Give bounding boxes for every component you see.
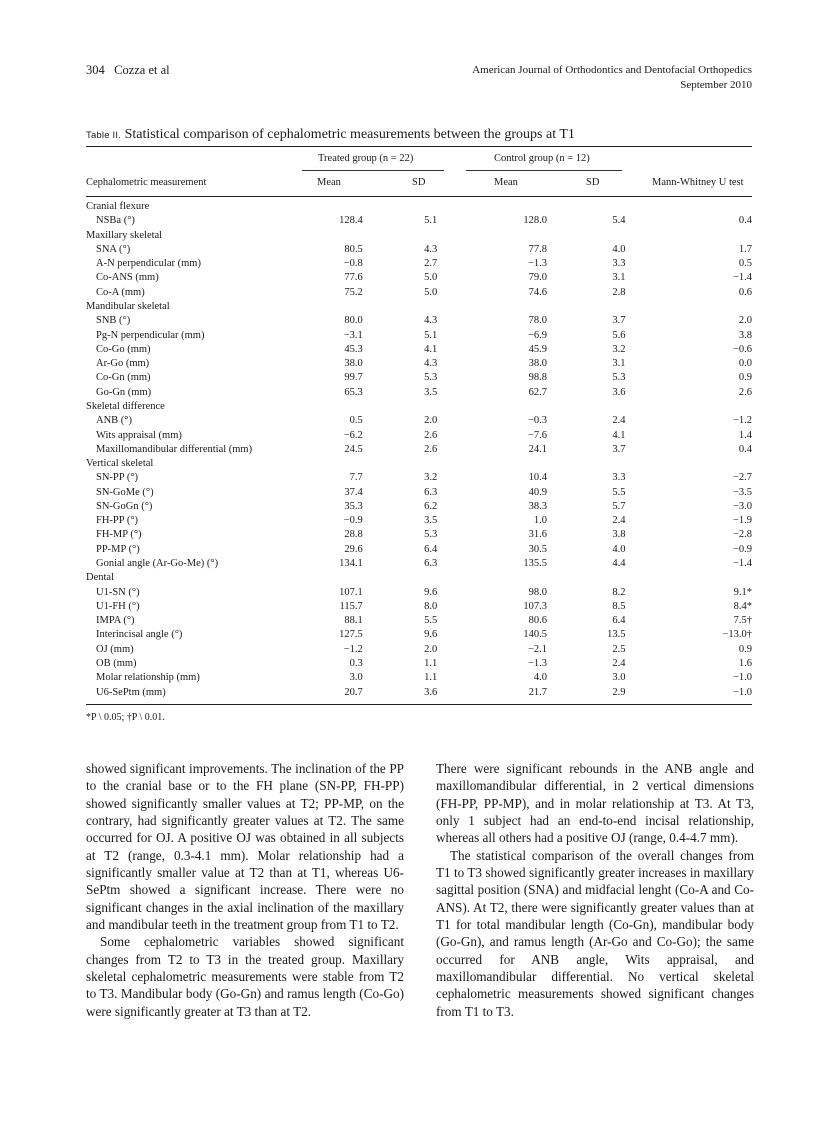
control-mean-cell: 1.0 [533, 515, 547, 527]
treated-sd-cell: 4.1 [424, 343, 438, 355]
table-row [86, 443, 752, 457]
measurement-label: A-N perpendicular (mm) [96, 258, 201, 270]
treated-sd-cell: 3.2 [424, 472, 438, 484]
mann-whitney-u-cell: 0.0 [738, 358, 752, 370]
treated-sd-cell: 5.3 [424, 529, 438, 541]
treated-mean-cell: 0.3 [349, 658, 363, 669]
treated-mean-cell: −3.1 [343, 329, 363, 341]
control-sd-cell: 13.5 [607, 629, 626, 641]
mann-whitney-u-cell: −2.8 [732, 529, 752, 541]
page-number: 304 [86, 63, 105, 77]
mann-whitney-u-cell: −1.0 [732, 672, 752, 684]
table-section-row [86, 571, 752, 585]
treated-group-header: Treated group (n = 22) [318, 153, 414, 164]
treated-sd-cell: 4.3 [424, 243, 438, 255]
table-row [86, 271, 752, 285]
col-header-treated-mean: Mean [317, 177, 341, 188]
treated-sd-cell: 5.5 [424, 615, 438, 627]
table-row [86, 314, 752, 328]
treated-sd-cell: 2.0 [424, 415, 438, 427]
empty-cell [547, 571, 625, 585]
treated-sd-cell: 2.0 [424, 643, 438, 655]
control-sd-cell: 4.0 [612, 243, 626, 255]
measurement-label: SN-GoGn (°) [96, 500, 153, 512]
treated-sd-cell: 4.3 [424, 315, 438, 327]
control-mean-cell: 79.0 [528, 272, 547, 284]
mann-whitney-u-cell: 8.4* [733, 600, 752, 612]
control-sd-cell: 3.3 [612, 258, 626, 270]
table-row [86, 528, 752, 542]
table-row [86, 671, 752, 685]
mann-whitney-u-cell: 0.6 [738, 286, 752, 298]
empty-cell [625, 457, 752, 471]
mann-whitney-u-cell: 9.1* [733, 586, 752, 598]
control-mean-cell: 107.3 [523, 600, 547, 612]
measurement-label: Co-Gn (mm) [96, 372, 151, 384]
treated-sd-cell: 1.1 [424, 658, 438, 669]
section-label: Vertical skeletal [86, 458, 154, 470]
treated-sd-cell: 4.3 [424, 358, 438, 370]
mann-whitney-u-cell: 0.4 [738, 443, 752, 455]
empty-cell [437, 200, 547, 214]
control-sd-cell: 2.8 [612, 286, 626, 298]
treated-mean-cell: 45.3 [344, 343, 363, 355]
measurement-label: Pg-N perpendicular (mm) [96, 329, 205, 341]
measurement-label: Wits appraisal (mm) [96, 429, 182, 441]
mann-whitney-u-cell: −0.9 [732, 543, 752, 555]
control-sd-cell: 2.4 [612, 415, 626, 427]
treated-mean-cell: 99.7 [344, 372, 363, 384]
col-header-control-mean: Mean [494, 177, 518, 188]
measurement-label: OB (mm) [96, 658, 137, 669]
mann-whitney-u-cell: 0.4 [738, 215, 752, 227]
measurement-label: Ar-Go (mm) [96, 358, 150, 370]
empty-cell [363, 200, 437, 214]
control-sd-cell: 6.4 [612, 615, 626, 627]
empty-cell [363, 457, 437, 471]
control-sd-cell: 2.4 [612, 515, 626, 527]
control-sd-cell: 2.4 [612, 658, 626, 669]
control-mean-cell: −6.9 [527, 329, 547, 341]
empty-cell [437, 400, 547, 414]
mann-whitney-u-cell: 3.8 [738, 329, 752, 341]
table-footnote: *P \ 0.05; †P \ 0.01. [86, 712, 165, 723]
treated-mean-cell: 107.1 [339, 586, 363, 598]
table-row [86, 429, 752, 443]
mann-whitney-u-cell: 1.6 [738, 658, 752, 669]
control-mean-cell: 24.1 [528, 443, 547, 455]
empty-cell [547, 229, 625, 243]
table-row [86, 471, 752, 485]
measurement-label: Co-ANS (mm) [96, 272, 159, 284]
empty-cell [363, 229, 437, 243]
mann-whitney-u-cell: −0.6 [732, 343, 752, 355]
table-row [86, 386, 752, 400]
empty-cell [363, 400, 437, 414]
treated-mean-cell: 20.7 [344, 686, 363, 698]
measurement-label: SNA (°) [96, 243, 131, 255]
empty-cell [625, 400, 752, 414]
measurement-label: PP-MP (°) [96, 543, 140, 555]
mann-whitney-u-cell: −1.2 [732, 415, 752, 427]
treated-mean-cell: 24.5 [344, 443, 363, 455]
treated-mean-cell: −0.9 [343, 515, 363, 527]
control-sd-cell: 4.4 [612, 558, 626, 570]
col-header-control-sd: SD [586, 177, 600, 188]
table-row [86, 628, 752, 642]
measurement-label: Gonial angle (Ar-Go-Me) (°) [96, 558, 219, 570]
control-mean-cell: 10.4 [528, 472, 547, 484]
empty-cell [310, 229, 363, 243]
treated-mean-cell: 28.8 [344, 529, 363, 541]
author-line: Cozza et al [114, 63, 170, 77]
mann-whitney-u-cell: 2.0 [738, 315, 752, 327]
treated-group-rule [302, 170, 444, 171]
journal-name: American Journal of Orthodontics and Dentofacial Orthopedics [472, 64, 752, 76]
table-row [86, 657, 752, 671]
mann-whitney-u-cell: 1.4 [738, 429, 752, 441]
treated-mean-cell: 38.0 [344, 358, 363, 370]
mann-whitney-u-cell: 0.9 [738, 643, 752, 655]
empty-cell [547, 457, 625, 471]
table-row [86, 643, 752, 657]
control-sd-cell: 5.7 [612, 500, 626, 512]
treated-sd-cell: 5.0 [424, 286, 438, 298]
treated-sd-cell: 2.6 [424, 443, 438, 455]
treated-mean-cell: 77.6 [344, 272, 363, 284]
treated-sd-cell: 1.1 [424, 672, 438, 684]
control-mean-cell: −7.6 [527, 429, 547, 441]
treated-mean-cell: 127.5 [339, 629, 363, 641]
measurement-label: SNB (°) [96, 315, 131, 327]
table-row [86, 614, 752, 628]
issue-date: September 2010 [680, 79, 752, 91]
body-column-right [436, 760, 754, 1020]
treated-sd-cell: 3.5 [424, 515, 438, 527]
control-sd-cell: 5.6 [612, 329, 626, 341]
control-group-header: Control group (n = 12) [494, 153, 590, 164]
treated-mean-cell: 37.4 [344, 486, 363, 498]
control-mean-cell: 31.6 [528, 529, 547, 541]
table-row [86, 414, 752, 428]
table-header-rule [86, 196, 752, 197]
empty-cell [310, 457, 363, 471]
table-row [86, 500, 752, 514]
mann-whitney-u-cell: −3.5 [732, 486, 752, 498]
section-label: Mandibular skeletal [86, 300, 170, 312]
table-row [86, 586, 752, 600]
section-label: Dental [86, 572, 114, 584]
empty-cell [625, 229, 752, 243]
control-mean-cell: −0.3 [527, 415, 547, 427]
treated-mean-cell: 80.0 [344, 315, 363, 327]
control-mean-cell: 4.0 [533, 672, 547, 684]
mann-whitney-u-cell: 0.9 [738, 372, 752, 384]
treated-mean-cell: 3.0 [349, 672, 363, 684]
measurement-label: Interincisal angle (°) [96, 629, 183, 641]
mann-whitney-u-cell: −1.9 [732, 515, 752, 527]
control-mean-cell: −1.3 [527, 658, 547, 669]
mann-whitney-u-cell: −13.0† [722, 629, 752, 641]
empty-cell [310, 300, 363, 314]
treated-mean-cell: 80.5 [344, 243, 363, 255]
treated-mean-cell: 7.7 [349, 472, 363, 484]
control-mean-cell: 74.6 [528, 286, 547, 298]
empty-cell [437, 457, 547, 471]
mann-whitney-u-cell: −1.4 [732, 558, 752, 570]
mann-whitney-u-cell: −2.7 [732, 472, 752, 484]
measurement-label: FH-MP (°) [96, 529, 142, 541]
control-mean-cell: 128.0 [523, 215, 547, 227]
control-mean-cell: 38.3 [528, 500, 547, 512]
measurement-label: U1-SN (°) [96, 586, 140, 598]
control-group-rule [466, 170, 622, 171]
control-sd-cell: 3.2 [612, 343, 626, 355]
measurement-label: NSBa (°) [96, 215, 135, 227]
table-row [86, 686, 752, 700]
empty-cell [310, 571, 363, 585]
treated-sd-cell: 8.0 [424, 600, 438, 612]
measurement-label: OJ (mm) [96, 643, 134, 655]
paragraph: The statistical comparison of the overall changes from T1 to T3 showed significantly greater increases in maxillary sagittal position (SNA) and midfacial lenght (Co-A and Co-ANS). At T2, there were significantly greater values than at T1 for total mandibular length (Co-Gn), mandibular body (Go-Gn), and ramus length (Ar-Go and Co-Go); the same occurred for ANB angle, Wits appraisal, and maxillomandibular differential. No vertical skeletal cephalometric measurements showed significant changes from T1 to T3. [436, 847, 754, 1019]
empty-cell [547, 300, 625, 314]
table-top-rule [86, 146, 752, 147]
table-row [86, 543, 752, 557]
control-sd-cell: 5.4 [612, 215, 626, 227]
table-section-row [86, 200, 752, 214]
control-mean-cell: 40.9 [528, 486, 547, 498]
measurement-label: U1-FH (°) [96, 600, 140, 612]
empty-cell [437, 229, 547, 243]
paragraph: showed significant improvements. The inclination of the PP to the cranial base or to the FH plane (SN-PP, FH-PP) showed significantly smaller values at T2; PP-MP, on the contrary, had significantly greater values at T2. The same occurred for OJ. A positive OJ was obtained in all subjects at T2 (range, 0.3-4.1 mm). Molar relationship had a significantly smaller value at T2 than at T1, whereas U6-SePtm showed a significant increase. There were no significant changes in the axial inclination of the maxillary and mandibular teeth in the treatment group from T1 to T2. [86, 761, 404, 933]
table-row [86, 514, 752, 528]
running-header-left [86, 63, 170, 78]
treated-sd-cell: 6.2 [424, 500, 438, 512]
treated-mean-cell: 134.1 [339, 558, 363, 570]
control-sd-cell: 4.1 [612, 429, 626, 441]
control-sd-cell: 8.2 [612, 586, 626, 598]
control-mean-cell: 30.5 [528, 543, 547, 555]
table-section-row [86, 457, 752, 471]
treated-mean-cell: −6.2 [343, 429, 363, 441]
mann-whitney-u-cell: 2.6 [738, 386, 752, 398]
measurement-label: Molar relationship (mm) [96, 672, 200, 684]
treated-sd-cell: 5.3 [424, 372, 438, 384]
table-row [86, 257, 752, 271]
table-row [86, 486, 752, 500]
empty-cell [625, 200, 752, 214]
mann-whitney-u-cell: −3.0 [732, 500, 752, 512]
control-sd-cell: 3.0 [612, 672, 626, 684]
section-label: Maxillary skeletal [86, 229, 163, 241]
control-sd-cell: 3.7 [612, 443, 626, 455]
treated-sd-cell: 6.4 [424, 543, 438, 555]
treated-sd-cell: 5.1 [424, 215, 438, 227]
treated-sd-cell: 3.5 [424, 386, 438, 398]
measurement-label: Maxillomandibular differential (mm) [96, 443, 253, 455]
empty-cell [363, 300, 437, 314]
control-mean-cell: −1.3 [527, 258, 547, 270]
treated-mean-cell: 115.7 [339, 600, 363, 612]
control-sd-cell: 5.5 [612, 486, 626, 498]
treated-mean-cell: 35.3 [344, 500, 363, 512]
treated-sd-cell: 2.7 [424, 258, 438, 270]
mann-whitney-u-cell: 7.5† [733, 615, 752, 627]
treated-mean-cell: 0.5 [349, 415, 363, 427]
mann-whitney-u-cell: 0.5 [738, 258, 752, 270]
empty-cell [625, 571, 752, 585]
table-row [86, 286, 752, 300]
table-caption: Statistical comparison of cephalometric measurements between the groups at T1 [124, 127, 575, 142]
mann-whitney-u-cell: 1.7 [738, 243, 752, 255]
control-mean-cell: 98.0 [528, 586, 547, 598]
control-sd-cell: 3.1 [612, 358, 626, 370]
control-sd-cell: 4.0 [612, 543, 626, 555]
treated-mean-cell: 29.6 [344, 543, 363, 555]
treated-mean-cell: 75.2 [344, 286, 363, 298]
measurement-label: Co-A (mm) [96, 286, 145, 298]
control-mean-cell: 62.7 [528, 386, 547, 398]
empty-cell [310, 200, 363, 214]
measurement-label: Go-Gn (mm) [96, 386, 152, 398]
measurement-label: ANB (°) [96, 415, 132, 427]
treated-sd-cell: 9.6 [424, 629, 438, 641]
measurement-label: IMPA (°) [96, 615, 135, 627]
table-section-row [86, 400, 752, 414]
empty-cell [310, 400, 363, 414]
treated-mean-cell: −1.2 [343, 643, 363, 655]
control-sd-cell: 2.5 [612, 643, 626, 655]
control-sd-cell: 3.8 [612, 529, 626, 541]
treated-sd-cell: 5.1 [424, 329, 438, 341]
treated-sd-cell: 6.3 [424, 486, 438, 498]
table-title [86, 127, 575, 143]
empty-cell [363, 571, 437, 585]
measurement-label: U6-SePtm (mm) [96, 686, 166, 698]
control-sd-cell: 5.3 [612, 372, 626, 384]
paragraph: There were significant rebounds in the ANB angle and maxillomandibular differential, in 2 vertical dimensions (FH-PP, PP-MP), and in molar relationship at T3. At T3, only 1 subject had an end-to-end incisal relationship, whereas all others had a positive OJ (range, 0.4-4.7 mm). [436, 761, 754, 846]
section-label: Cranial flexure [86, 201, 150, 212]
col-header-measurement: Cephalometric measurement [86, 177, 207, 188]
empty-cell [437, 300, 547, 314]
control-mean-cell: −2.1 [527, 643, 547, 655]
measurement-label: SN-PP (°) [96, 472, 139, 484]
control-sd-cell: 3.3 [612, 472, 626, 484]
empty-cell [437, 571, 547, 585]
measurement-label: Co-Go (mm) [96, 343, 151, 355]
treated-mean-cell: 88.1 [344, 615, 363, 627]
control-sd-cell: 8.5 [612, 600, 626, 612]
paragraph: Some cephalometric variables showed significant changes from T2 to T3 in the treated group. Maxillary skeletal cephalometric measurements were stable from T2 to T3. Mandibular body (Go-Gn) and ramus length (Co-Go) were significantly greater at T3 than at T2. [86, 934, 404, 1019]
measurement-label: FH-PP (°) [96, 515, 139, 527]
mann-whitney-u-cell: −1.0 [732, 686, 752, 698]
control-mean-cell: 135.5 [523, 558, 547, 570]
table-bottom-rule [86, 704, 752, 705]
control-sd-cell: 2.9 [612, 686, 626, 698]
empty-cell [625, 300, 752, 314]
table-row [86, 329, 752, 343]
control-mean-cell: 98.8 [528, 372, 547, 384]
table-section-row [86, 300, 752, 314]
table-label: Table II. [86, 130, 122, 141]
control-mean-cell: 140.5 [523, 629, 547, 641]
running-header-right [472, 63, 752, 93]
measurement-table [86, 200, 752, 700]
treated-mean-cell: −0.8 [343, 258, 363, 270]
mann-whitney-u-cell: −1.4 [732, 272, 752, 284]
control-sd-cell: 3.1 [612, 272, 626, 284]
table-row [86, 357, 752, 371]
control-mean-cell: 78.0 [528, 315, 547, 327]
treated-sd-cell: 6.3 [424, 558, 438, 570]
measurement-label: SN-GoMe (°) [96, 486, 154, 498]
table-row [86, 600, 752, 614]
table-row [86, 343, 752, 357]
body-column-left [86, 760, 404, 1020]
control-sd-cell: 3.7 [612, 315, 626, 327]
table-section-row [86, 229, 752, 243]
control-mean-cell: 38.0 [528, 358, 547, 370]
control-sd-cell: 3.6 [612, 386, 626, 398]
table-row [86, 214, 752, 228]
table-row [86, 557, 752, 571]
treated-sd-cell: 3.6 [424, 686, 438, 698]
treated-mean-cell: 128.4 [339, 215, 363, 227]
control-mean-cell: 77.8 [528, 243, 547, 255]
control-mean-cell: 21.7 [528, 686, 547, 698]
control-mean-cell: 80.6 [528, 615, 547, 627]
col-header-mann-whitney: Mann-Whitney U test [652, 177, 744, 188]
table-row [86, 243, 752, 257]
control-mean-cell: 45.9 [528, 343, 547, 355]
empty-cell [547, 400, 625, 414]
col-header-treated-sd: SD [412, 177, 426, 188]
treated-sd-cell: 9.6 [424, 586, 438, 598]
table-row [86, 371, 752, 385]
section-label: Skeletal difference [86, 400, 165, 412]
empty-cell [547, 200, 625, 214]
treated-mean-cell: 65.3 [344, 386, 363, 398]
treated-sd-cell: 2.6 [424, 429, 438, 441]
treated-sd-cell: 5.0 [424, 272, 438, 284]
